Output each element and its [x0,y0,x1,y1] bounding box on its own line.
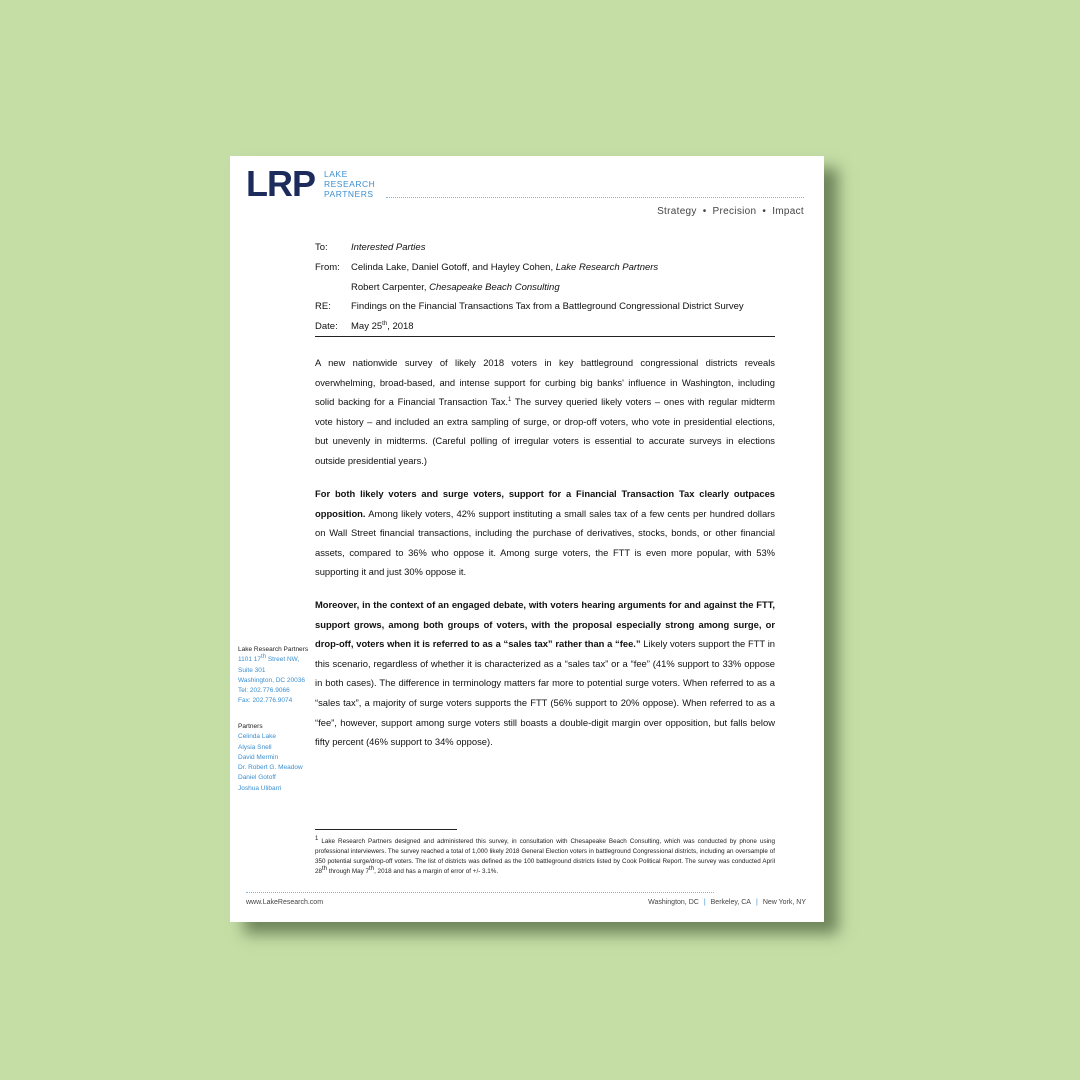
memo-rule [315,336,775,337]
sidebar-org: Lake Research Partners [238,646,309,653]
office-location: New York, NY [762,899,806,906]
header-divider [386,197,804,198]
tagline-word: Strategy [657,206,697,217]
footnote [315,837,775,877]
separator-icon: | [703,899,706,906]
sidebar-address: Washington, DC 20036 [238,676,305,684]
tagline-word: Impact [772,206,804,217]
sender-names: Celinda Lake, Daniel Gotoff, and Hayley Cohen, [351,262,556,274]
office-location: Berkeley, CA [710,899,751,906]
sender-org: Chesapeake Beach Consulting [429,281,560,293]
memo-page [230,156,824,922]
memo-label: To: [315,242,328,254]
paragraph-text: The survey queried likely voters – ones with regular midterm vote history – and included an extra sampling of surge, or drop-off voters, who vote in presidential elections, but unevenly in midterms. (Careful polling of irregular voters is essential to accurate surveys in elections outside presidential years.) [315,396,775,466]
memo-to-value [351,242,425,253]
paragraph-3 [315,595,775,752]
footnote-text: Lake Research Partners designed and administered this survey, in consultation with Chesapeake Beach Consulting, which was conducted by phone using professional interviewers. The survey reached a total of 1,000 likely 2018 General Election voters in battleground Congressional districts, including an oversample of 350 potential surge/drop-off voters. The list of districts was defined as the 100 battleground districts listed by Cook Political Report. The survey was conducted April 28 [315,838,775,875]
bullet-icon: • [702,206,707,217]
date-sup: th [382,320,388,327]
footer-offices [648,899,806,906]
partner-name: Celinda Lake [238,733,276,741]
partners-heading: Partners [238,723,263,730]
memo-date [351,321,414,332]
address-text: 1101 17 [238,656,262,664]
logo-wordmark [324,169,375,199]
footnote-ref: 1 [508,397,512,404]
paragraph-lead: For both likely voters and surge voters, support for a Financial Transaction Tax clearly outpaces opposition. [315,488,775,519]
footnote-text: through May 7 [327,868,370,875]
paragraph-lead: Moreover, in the context of an engaged debate, with voters hearing arguments for and against the FTT, support grows, among both groups of voters, with the proposal especially strong among surge, or drop-off, voters when it is referred to as a “sales tax” rather than a “fee.” [315,599,775,650]
paragraph-2 [315,484,775,582]
address-sup: th [261,654,267,661]
memo-header [315,238,775,336]
recipient: Interested Parties [351,242,426,254]
partner-name: Daniel Gotoff [238,774,276,782]
sidebar-phone: Tel: 202.776.9066 [238,687,290,695]
logo-word: RESEARCH [324,179,376,189]
sidebar-fax: Fax: 202.776.9074 [238,697,293,705]
memo-re-row [315,297,775,317]
tagline [657,206,804,217]
sidebar-partners [238,722,303,794]
memo-label: RE: [315,301,331,313]
partner-name: David Mermin [238,753,279,761]
date-text: May 25 [351,321,383,333]
partner-name: Joshua Ulibarri [238,784,282,792]
lrp-logo: LRP [246,163,315,204]
paragraph-text: Among likely voters, 42% support instituting a small sales tax of a few cents per hundred dollars on Wall Street financial transactions, including the purchase of derivatives, stocks, bonds, or other financial assets, compared to 36% who oppose it. Among surge voters, the FTT is even more popular, with 53% supporting it and just 30% oppose it. [315,507,775,578]
memo-subject: Findings on the Financial Transactions Tax from a Battleground Congressional District Survey [351,301,744,313]
footnote-sup: th [369,865,375,872]
memo-from2-row [315,277,775,297]
memo-date-row [315,317,775,337]
paragraph-1 [315,353,775,471]
sender-name: Robert Carpenter, [351,281,430,293]
footnote-rule [315,829,457,830]
memo-from-value [351,262,658,273]
partner-name: Alysia Snell [238,743,272,751]
sidebar-address [238,655,308,665]
sidebar-contact [238,645,308,707]
tagline-word: Precision [712,206,757,217]
paragraph-text: Likely voters support the FTT in this scenario, regardless of whether it is characterized as a “sales tax” or a “fee” (41% support to 33% oppose in both cases). The difference in terminology matters far more to potential surge voters. When referred to as a “sales tax”, a majority of surge voters supports the FTT (56% support to 20% oppose). When referred to as a “fee”, however, support among surge voters still boasts a double-digit margin over opposition, but falls below fifty percent (46% support to 34% oppose). [315,638,775,748]
date-text: , 2018 [387,321,414,333]
memo-from2-value [351,282,560,293]
sender-org: Lake Research Partners [555,262,659,274]
footnote-text: , 2018 and has a margin of error of +/- 3.1%. [374,868,499,875]
footer-website: www.LakeResearch.com [246,899,324,906]
office-location: Washington, DC [648,899,699,906]
memo-to-row [315,238,775,258]
memo-label: Date: [315,321,338,333]
memo-from-row [315,258,775,278]
footer-divider [246,892,714,893]
bullet-icon: • [762,206,767,217]
paragraph-text: A new nationwide survey of likely 2018 voters in key battleground congressional districts reveals overwhelming, broad-based, and intense support for curbing big banks' influence in Washington, including solid backing for a Financial Transaction Tax. [315,357,775,408]
footnote-sup: th [322,865,328,872]
partner-name: Dr. Robert G. Meadow [238,764,303,772]
sidebar-address: Suite 301 [238,666,266,674]
footnote-number: 1 [315,835,319,842]
logo-word: LAKE [324,169,348,179]
address-text: Street NW, [266,656,300,664]
memo-label: From: [315,262,340,274]
separator-icon: | [755,899,758,906]
logo-word: PARTNERS [324,189,374,199]
